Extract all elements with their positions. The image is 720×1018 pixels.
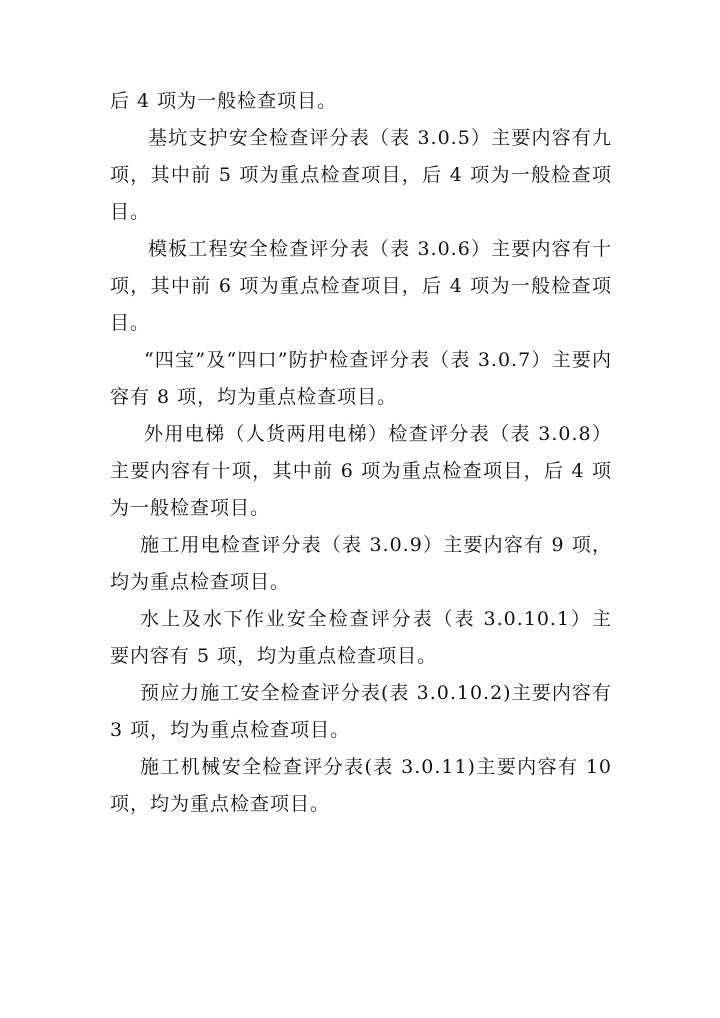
paragraph-water-operations: 水上及水下作业安全检查评分表（表 3.0.10.1）主要内容有 5 项，均为重点检查项目。 [110, 608, 612, 667]
paragraph-four-protections: “四宝”及“四口”防护检查评分表（表 3.0.7）主要内容有 8 项，均为重点检查项目。 [110, 349, 612, 408]
paragraph-external-elevator: 外用电梯（人货两用电梯）检查评分表（表 3.0.8）主要内容有十项，其中前 6 项为重点检查项目，后 4 项为一般检查项目。 [110, 423, 612, 519]
document-body [110, 83, 612, 823]
paragraph-construction-machinery: 施工机械安全检查评分表(表 3.0.11)主要内容有 10 项，均为重点检查项目。 [110, 756, 612, 815]
paragraph-foundation-pit: 基坑支护安全检查评分表（表 3.0.5）主要内容有九项，其中前 5 项为重点检查项目，后 4 项为一般检查项目。 [110, 127, 612, 223]
paragraph-construction-electricity: 施工用电检查评分表（表 3.0.9）主要内容有 9 项，均为重点检查项目。 [110, 534, 612, 593]
paragraph-formwork: 模板工程安全检查评分表（表 3.0.6）主要内容有十项，其中前 6 项为重点检查项目，后 4 项为一般检查项目。 [110, 238, 612, 334]
paragraph-continuation: 后 4 项为一般检查项目。 [110, 90, 338, 112]
paragraph-prestress: 预应力施工安全检查评分表(表 3.0.10.2)主要内容有 3 项，均为重点检查项目。 [110, 682, 612, 741]
